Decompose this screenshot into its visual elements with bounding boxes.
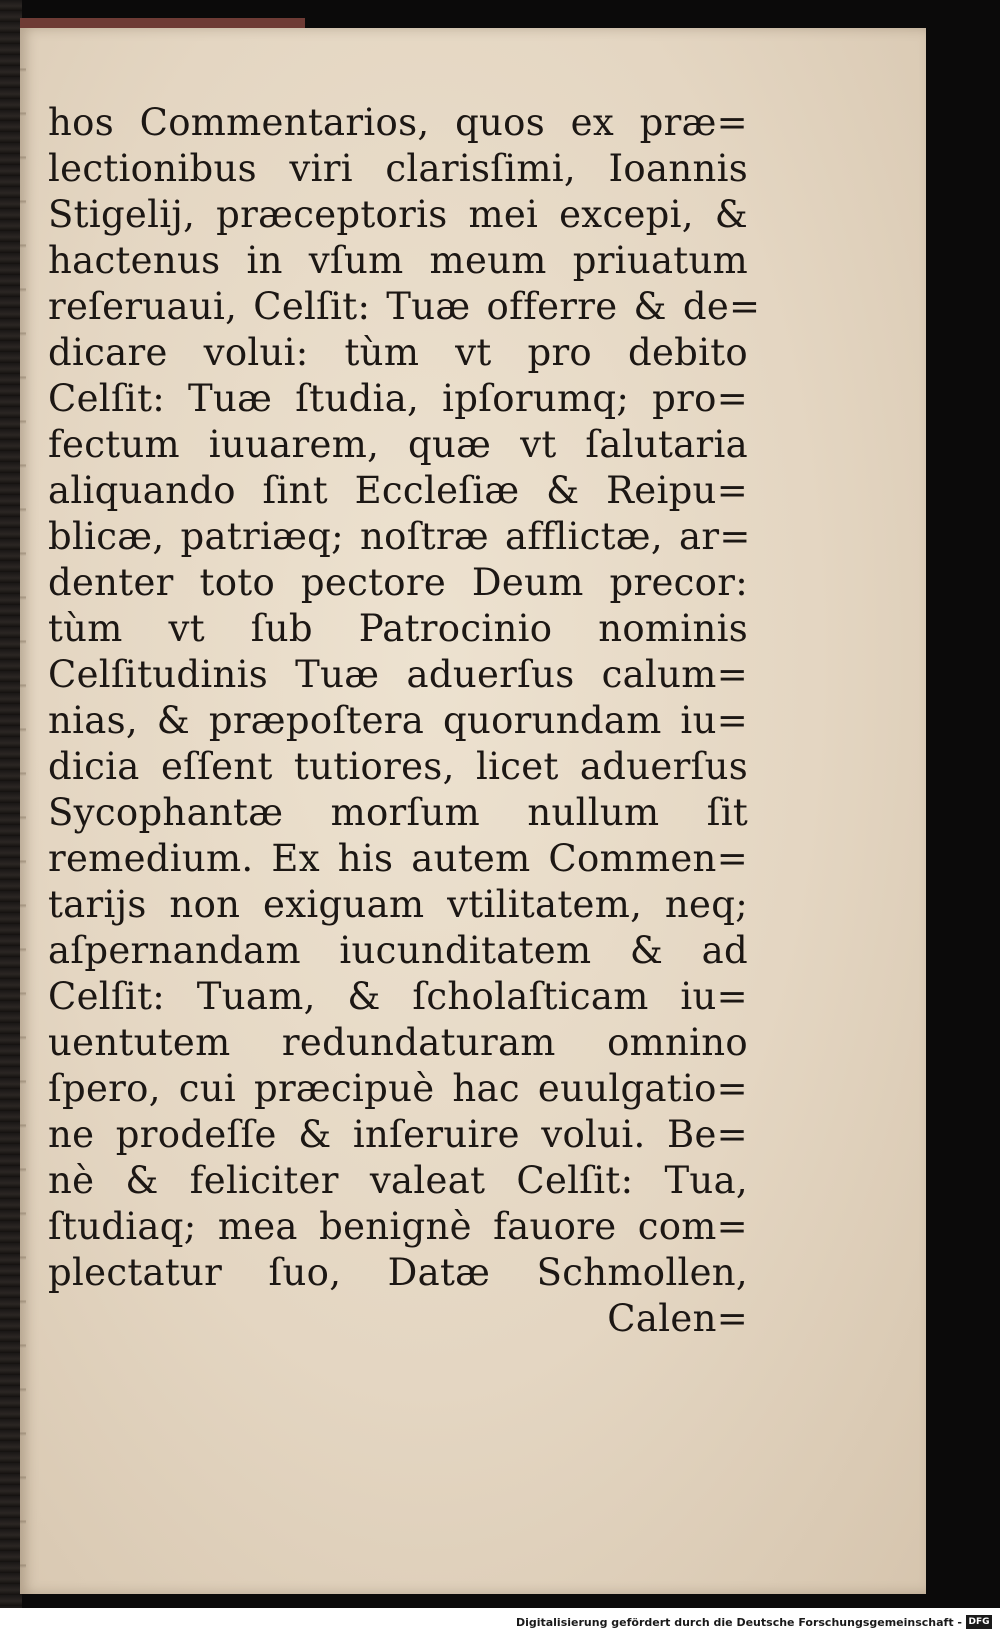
footer-bar <box>0 1610 1000 1638</box>
book-spine-edge <box>0 0 22 1608</box>
text-line: hos Commentarios, quos ex præ= <box>48 101 748 144</box>
text-line: hactenus in vſum meum priuatum <box>48 239 748 282</box>
text-line: blicæ, patriæq; noſtræ afflictæ, ar= <box>48 515 751 558</box>
text-line: nias, & præpoſtera quorundam iu= <box>48 699 748 742</box>
text-line: ne prodeſſe & inſeruire volui. Be= <box>48 1113 748 1156</box>
page-gutter <box>20 28 26 1594</box>
text-line: aliquando ſint Eccleſiæ & Reipu= <box>48 469 748 512</box>
dfg-logo-icon: DFG <box>966 1615 992 1629</box>
text-line: plectatur ſuo, Datæ Schmollen, <box>48 1251 748 1294</box>
footer-credit: Digitalisierung gefördert durch die Deutsche Forschungsgemeinschaft - <box>515 1616 962 1629</box>
text-line: ſpero, cui præcipuè hac euulgatio= <box>48 1067 748 1110</box>
text-line: tarijs non exiguam vtilitatem, neq; <box>48 883 748 926</box>
text-line: tùm vt ſub Patrocinio nominis <box>48 607 748 650</box>
text-line: reſeruaui, Celſit: Tuæ offerre & de= <box>48 285 761 328</box>
text-line: nè & feliciter valeat Celſit: Tua, <box>48 1159 748 1202</box>
text-line: denter toto pectore Deum precor: <box>48 561 748 604</box>
text-line: ſtudiaq; mea benignè fauore com= <box>48 1205 748 1248</box>
text-line: dicare volui: tùm vt pro debito <box>48 331 748 374</box>
text-line: remedium. Ex his autem Commen= <box>48 837 748 880</box>
text-line: Sycophantæ morſum nullum ſit <box>48 791 748 834</box>
text-line: dicia eſſent tutiores, licet aduerſus <box>48 745 748 788</box>
text-line: fectum iuuarem, quæ vt ſalutaria <box>48 423 748 466</box>
text-line: Celſitudinis Tuæ aduerſus calum= <box>48 653 748 696</box>
text-line: aſpernandam iucunditatem & ad <box>48 929 748 972</box>
text-line: Celſit: Tuæ ſtudia, ipſorumq; pro= <box>48 377 748 420</box>
text-line: lectionibus viri clarisſimi, Ioannis <box>48 147 748 190</box>
text-line: Celſit: Tuam, & ſcholaſticam iu= <box>48 975 748 1018</box>
text-line: uentutem redundaturam omnino <box>48 1021 748 1064</box>
catchword: Calen= <box>607 1297 748 1340</box>
text-line: Stigelij, præceptoris mei excepi, & <box>48 193 748 236</box>
page-text <box>48 100 761 1342</box>
